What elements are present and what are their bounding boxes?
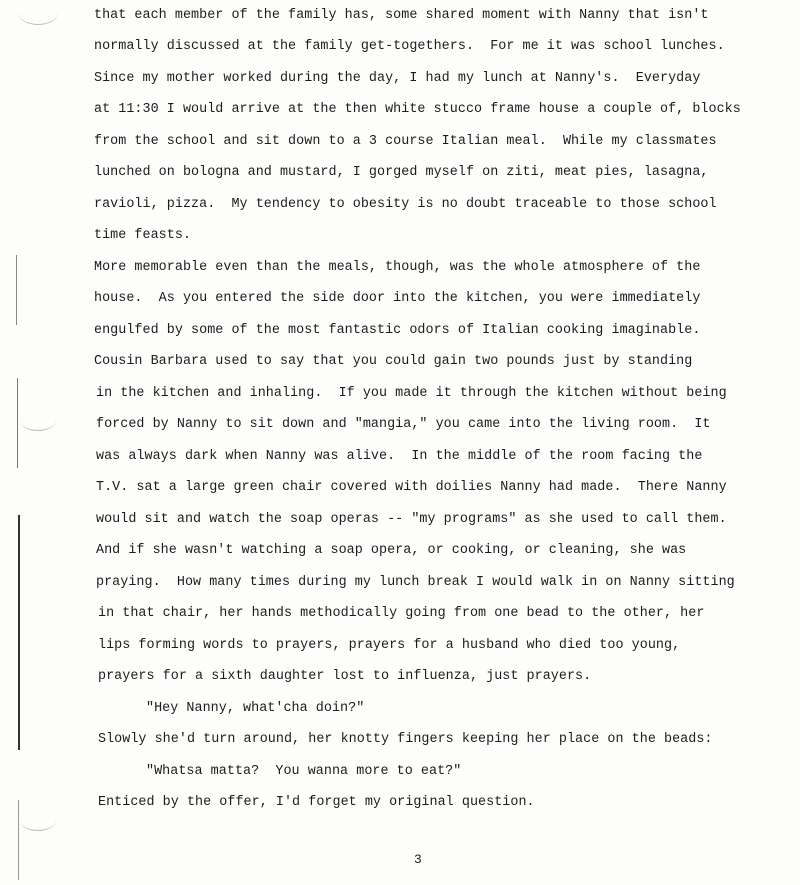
text-line: was always dark when Nanny was alive. In the middle of the room facing the (96, 449, 703, 464)
text-line: forced by Nanny to sit down and "mangia," you came into the living room. It (96, 417, 711, 432)
text-line: would sit and watch the soap operas -- "my programs" as she used to call them. (96, 512, 727, 527)
scan-edge-mark (18, 515, 20, 750)
page-number: 3 (414, 852, 422, 867)
scan-curve-mark (20, 410, 56, 431)
text-line: time feasts. (94, 228, 192, 243)
text-line: T.V. sat a large green chair covered with doilies Nanny had made. There Nanny (96, 480, 727, 495)
text-line: normally discussed at the family get-togethers. For me it was school lunches. (94, 39, 725, 54)
dialogue-line: "Hey Nanny, what'cha doin?" (146, 701, 365, 716)
text-line: More memorable even than the meals, though, was the whole atmosphere of the (94, 260, 701, 275)
text-line: Since my mother worked during the day, I had my lunch at Nanny's. Everyday (94, 71, 701, 86)
scan-edge-mark (17, 378, 18, 468)
text-line: engulfed by some of the most fantastic odors of Italian cooking imaginable. (94, 323, 701, 338)
text-line: lips forming words to prayers, prayers for a husband who died too young, (98, 638, 681, 653)
text-line: that each member of the family has, some shared moment with Nanny that isn't (94, 8, 709, 23)
scan-curve-mark (20, 810, 56, 831)
dialogue-line: "Whatsa matta? You wanna more to eat?" (146, 764, 462, 779)
text-line: from the school and sit down to a 3 course Italian meal. While my classmates (94, 134, 717, 149)
text-line: at 11:30 I would arrive at the then white stucco frame house a couple of, blocks (94, 102, 741, 117)
text-line: in that chair, her hands methodically going from one bead to the other, her (98, 606, 705, 621)
text-line: lunched on bologna and mustard, I gorged myself on ziti, meat pies, lasagna, (94, 165, 709, 180)
text-line: Cousin Barbara used to say that you could gain two pounds just by standing (94, 354, 693, 369)
text-line: in the kitchen and inhaling. If you made it through the kitchen without being (96, 386, 727, 401)
text-line: ravioli, pizza. My tendency to obesity is no doubt traceable to those school (94, 197, 717, 212)
scan-edge-mark (16, 255, 17, 325)
scan-edge-mark (18, 800, 19, 880)
text-line: prayers for a sixth daughter lost to influenza, just prayers. (98, 669, 592, 684)
text-line: praying. How many times during my lunch break I would walk in on Nanny sitting (96, 575, 735, 590)
text-line: And if she wasn't watching a soap opera, or cooking, or cleaning, she was (96, 543, 687, 558)
scan-curve-mark (18, 0, 58, 25)
text-line: house. As you entered the side door into the kitchen, you were immediately (94, 291, 701, 306)
text-line: Slowly she'd turn around, her knotty fingers keeping her place on the beads: (98, 732, 713, 747)
text-line: Enticed by the offer, I'd forget my original question. (98, 795, 535, 810)
